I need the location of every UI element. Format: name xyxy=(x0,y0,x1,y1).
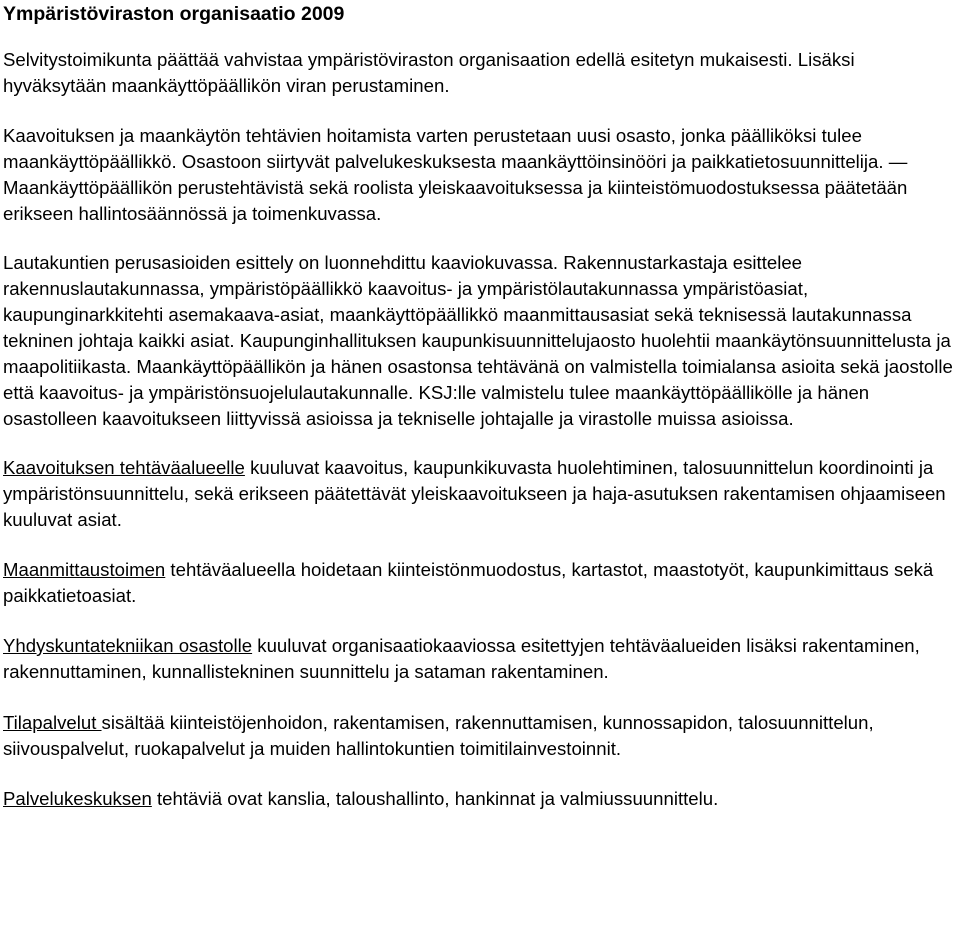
paragraph-facility-services xyxy=(3,710,958,762)
facility-services-term: Tilapalvelut xyxy=(3,712,102,733)
paragraph-municipal-engineering xyxy=(3,633,958,685)
land-survey-term: Maanmittaustoimen xyxy=(3,559,166,580)
paragraph-zoning xyxy=(3,455,958,533)
service-center-term: Palvelukeskuksen xyxy=(3,788,152,809)
document-page xyxy=(3,0,958,812)
zoning-term: Kaavoituksen tehtäväalueelle xyxy=(3,457,245,478)
paragraph-new-department: Kaavoituksen ja maankäytön tehtävien hoitamista varten perustetaan uusi osasto, jonka päälliköksi tulee maankäyttöpäällikkö. Osastoon siirtyvät palvelukeskuksesta maankäyttöinsinööri ja paikkatietosuunnittelija. — Maankäyttöpäällikön perustehtävistä sekä roolista yleiskaavoituksessa ja kiinteistömuodostuksessa päätetään erikseen hallintosäännössä ja toimenkuvassa. xyxy=(3,125,908,224)
municipal-engineering-description: kuuluvat organisaatiokaaviossa esitettyjen tehtäväalueiden lisäksi rakentaminen, rakennuttaminen, kunnallistekninen suunnittelu ja sataman rakentaminen. xyxy=(3,635,920,682)
service-center-description: tehtäviä ovat kanslia, taloushallinto, hankinnat ja valmiussuunnittelu. xyxy=(151,788,719,809)
zoning-description: kuuluvat kaavoitus, kaupunkikuvasta huolehtiminen, talosuunnittelun koordinointi ja ympäristönsuunnittelu, sekä erikseen päätettävät yleiskaavoitukseen ja haja-asutuksen rakentamisen ohjaamiseen kuuluvat asiat. xyxy=(3,457,946,530)
paragraph-land-survey xyxy=(3,557,958,609)
land-survey-description: tehtäväalueella hoidetaan kiinteistönmuodostus, kartastot, maastotyöt, kaupunkimittaus sekä paikkatietoasiat. xyxy=(3,559,934,606)
paragraph-service-center xyxy=(3,786,958,812)
page-title: Ympäristöviraston organisaatio 2009 xyxy=(3,3,345,25)
municipal-engineering-term: Yhdyskuntatekniikan osastolle xyxy=(3,635,253,656)
paragraph-committee-presentation: Lautakuntien perusasioiden esittely on luonnehdittu kaaviokuvassa. Rakennustarkastaja esittelee rakennuslautakunnassa, ympäristöpäällikkö kaavoitus- ja ympäristölautakunnassa ympäristöasiat, kaupunginarkkitehti asemakaava-asiat, maankäyttöpäällikkö maanmittausasiat sekä teknisessä lautakunnassa tekninen johtaja kaikki asiat. Kaupunginhallituksen kaupunkisuunnittelujaosto huolehtii maankäytönsuunnittelusta ja maapolitiikasta. Maankäyttöpäällikön ja hänen osastonsa tehtävänä on valmistella toimialansa asioita sekä jaostolle että kaavoitus- ja ympäristönsuojelulautakunnalle. KSJ:lle valmistelu tulee maankäyttöpäällikölle ja hänen osastolleen kaavoitukseen liittyvissä asioissa ja tekniselle johtajalle ja virastolle muissa asioissa. xyxy=(3,252,953,429)
facility-services-description: sisältää kiinteistöjenhoidon, rakentamisen, rakennuttamisen, kunnossapidon, talosuunnittelun, siivouspalvelut, ruokapalvelut ja muiden hallintokuntien toimitilainvestoinnit. xyxy=(3,712,874,759)
paragraph-decision: Selvitystoimikunta päättää vahvistaa ympäristöviraston organisaation edellä esitetyn mukaisesti. Lisäksi hyväksytään maankäyttöpäällikön viran perustaminen. xyxy=(3,49,855,96)
